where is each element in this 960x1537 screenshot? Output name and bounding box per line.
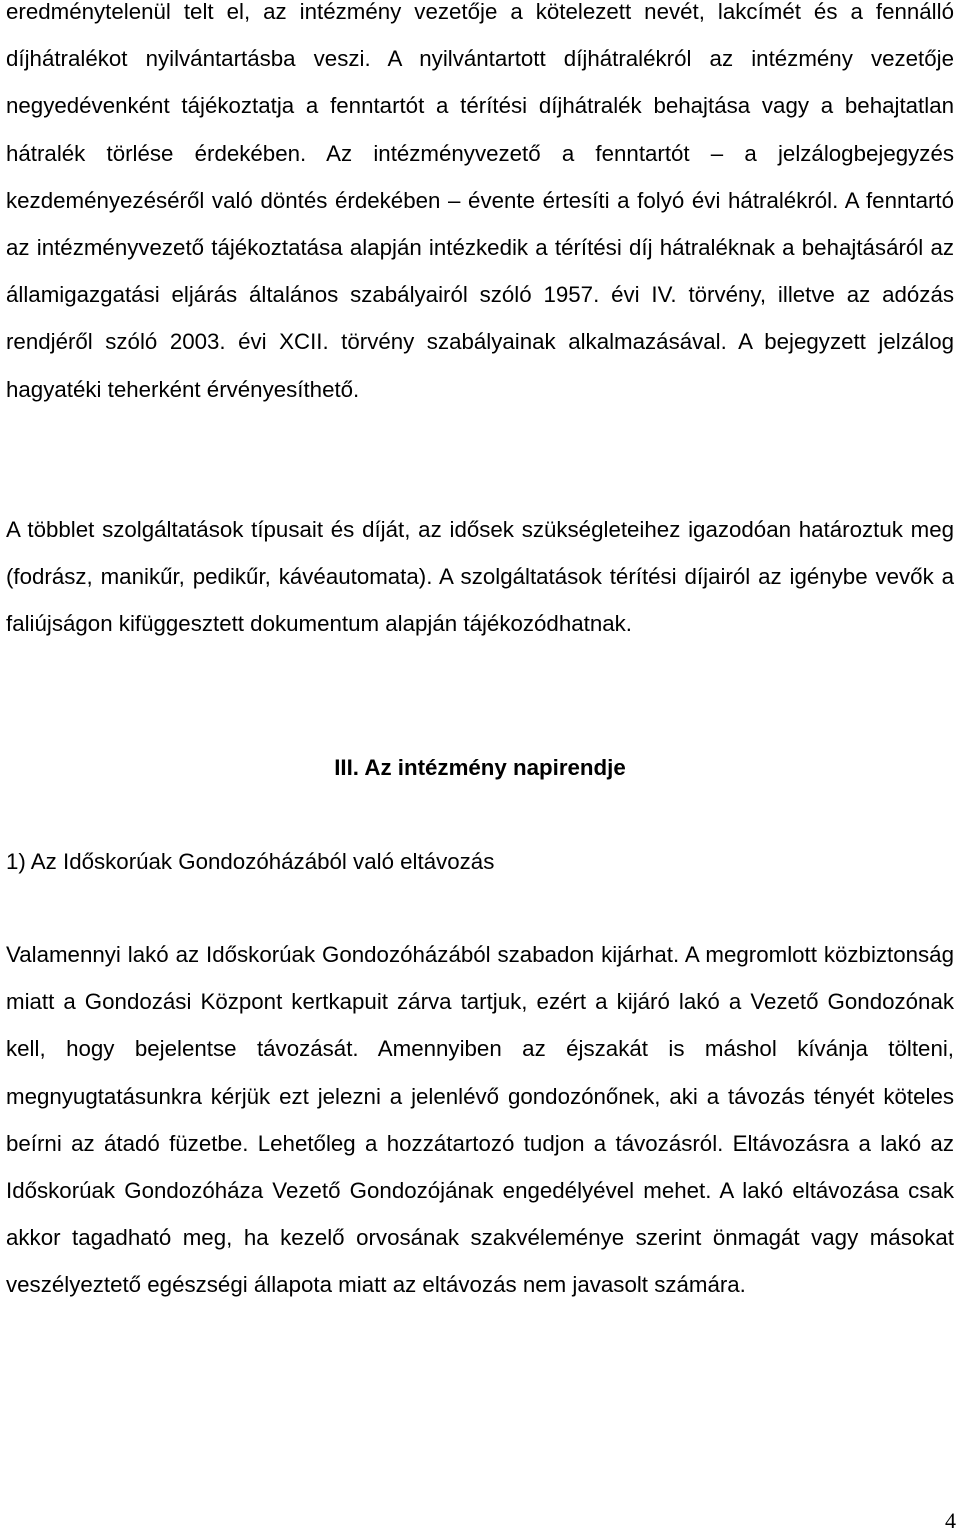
subsection-heading: 1) Az Időskorúak Gondozóházából való eltávozás [6,849,495,874]
page-number: 4 [945,1508,956,1533]
section-heading: III. Az intézmény napirendje [334,755,626,780]
paragraph-fee-arrears: eredménytelenül telt el, az intézmény vezetője a kötelezett nevét, lakcímét és a fennálló díjhátralékot nyilvántartásba veszi. A nyilvántartott díjhátralékról az intézmény vezetője negyedévenként tájékoztatja a fenntartót a térítési díjhátralék behajtása vagy a behajtatlan hátralék törlése érdekében. Az intézményvezető a fenntartót – a jelzálogbejegyzés kezdeményezéséről való döntés érdekében – évente értesíti a folyó évi hátralékról. A fenntartó az intézményvezető tájékoztatása alapján intézkedik a térítési díj hátraléknak a behajtásáról az államigazgatási eljárás általános szabályairól szóló 1957. évi IV. törvény, illetve az adózás rendjéről szóló 2003. évi XCII. törvény szabályainak alkalmazásával. A bejegyzett jelzálog hagyatéki teherként érvényesíthető. [6,0,954,402]
paragraph-extra-services: A többlet szolgáltatások típusait és díját, az idősek szükségleteihez igazodóan határoztuk meg (fodrász, manikűr, pedikűr, kávéautomata). A szolgáltatások térítési díjairól az igénybe vevők a faliújságon kifüggesztett dokumentum alapján tájékozódhatnak. [6,517,954,637]
paragraph-departure-rules: Valamennyi lakó az Időskorúak Gondozóházából szabadon kijárhat. A megromlott közbiztonság miatt a Gondozási Központ kertkapuit zárva tartjuk, ezért a kijáró lakó a Vezető Gondozónak kell, hogy bejelentse távozását. Amennyiben az éjszakát is máshol kívánja tölteni, megnyugtatásunkra kérjük ezt jelezni a jelenlévő gondozónőnek, aki a távozás tényét köteles beírni az átadó füzetbe. Lehetőleg a hozzátartozó tudjon a távozásról. Eltávozásra a lakó az Időskorúak Gondozóháza Vezető Gondozójának engedélyével mehet. A lakó eltávozása csak akkor tagadható meg, ha kezelő orvosának szakvéleménye szerint önmagát vagy másokat veszélyeztető egészségi állapota miatt az eltávozás nem javasolt számára. [6,942,954,1298]
